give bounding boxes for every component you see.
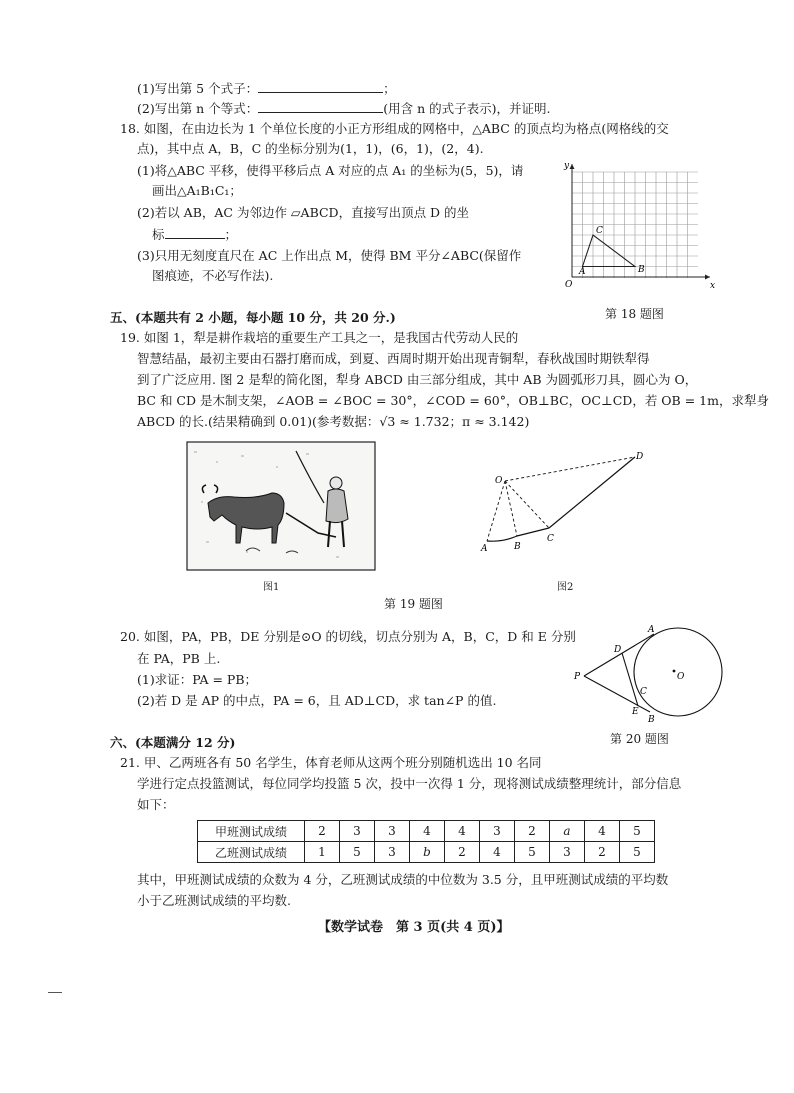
- label-c: C: [640, 687, 647, 697]
- label-b: B: [514, 542, 521, 552]
- table-cell: 5: [620, 842, 655, 863]
- q17-part2-text: (2)写出第 n 个等式：: [137, 101, 259, 116]
- q17-part1-end: ；: [383, 81, 396, 96]
- x-axis-arrow: [705, 275, 710, 280]
- table-cell: 5: [620, 821, 655, 842]
- q18-caption: 第 18 题图: [605, 307, 664, 321]
- label-b: B: [648, 715, 655, 724]
- q18-part2-a: (2)若以 AB，AC 为邻边作 ▱ABCD，直接写出顶点 D 的坐: [137, 205, 470, 220]
- label-x: x: [710, 281, 716, 290]
- q20-part1: (1)求证：PA = PB；: [137, 672, 258, 687]
- q21-line2: 学进行定点投篮测试，每位同学均投篮 5 次，投中一次得 1 分，现将测试成绩整理统计，部分信息: [137, 776, 682, 791]
- q18-grid-figure: [560, 160, 720, 290]
- q18-part3-a: (3)只用无刻度直尺在 AC 上作出点 M，使得 BM 平分∠ABC(保留作: [137, 248, 522, 263]
- q18-line2: 点)，其中点 A，B，C 的坐标分别为(1，1)，(6，1)，(2，4).: [137, 141, 484, 156]
- table-cell: 2: [585, 842, 620, 863]
- label-p: P: [574, 672, 581, 682]
- q19-line1: 19. 如图 1，犁是耕作栽培的重要生产工具之一，是我国古代劳动人民的: [120, 330, 519, 345]
- dashed-radii: [487, 457, 635, 541]
- q21-line1: 21. 甲、乙两班各有 50 名学生，体育老师从这两个班分别随机选出 10 名同: [120, 755, 542, 770]
- q18-part2-b: 标: [152, 227, 165, 242]
- table-cell: 2: [515, 821, 550, 842]
- label-b: B: [638, 265, 645, 275]
- table-cell: 4: [410, 821, 445, 842]
- q19-line4: BC 和 CD 是木制支架，∠AOB = ∠BOC = 30°，∠COD = 60°，OB⊥BC，OC⊥CD，若 OB = 1m，求犁身: [137, 393, 769, 408]
- label-c: C: [547, 534, 554, 544]
- q18-part3-b: 图痕迹，不必写作法).: [152, 268, 274, 283]
- scan-mark: [48, 992, 62, 993]
- q21-score-table: [197, 820, 655, 863]
- table-cell: 3: [550, 842, 585, 863]
- label-a: A: [648, 625, 655, 635]
- label-o: O: [677, 672, 685, 682]
- q18-part2-answer-blank[interactable]: [165, 226, 225, 239]
- label-a: A: [481, 544, 488, 554]
- y-axis-arrow: [570, 164, 575, 169]
- table-cell: 5: [340, 842, 375, 863]
- q18-part2-row: [152, 226, 237, 243]
- center-point: [673, 670, 676, 673]
- q18-line1: 18. 如图，在由边长为 1 个单位长度的小正方形组成的网格中，△ABC 的顶点均为格点(网格线的交: [120, 121, 669, 136]
- label-origin: O: [565, 280, 573, 290]
- table-cell: 1: [305, 842, 340, 863]
- q18-part1-b: 画出△A₁B₁C₁；: [152, 183, 242, 198]
- q19-line5: ABCD 的长.(结果精确到 0.01)(参考数据：√3 ≈ 1.732；π ≈ 3.142): [137, 414, 530, 429]
- q18-part2-c: ；: [224, 227, 238, 242]
- row-header: 甲班测试成绩: [198, 821, 305, 842]
- q18-part1-a: (1)将△ABC 平移，使得平移后点 A 对应的点 A₁ 的坐标为(5，5)，请: [137, 163, 524, 178]
- q20-part2: (2)若 D 是 AP 的中点，PA = 6，且 AD⊥CD，求 tan∠P 的值.: [137, 693, 497, 708]
- page-footer: 【数学试卷 第 3 页(共 4 页)】: [318, 920, 510, 935]
- q19-fig1-plow-illustration: [186, 441, 376, 571]
- q21-line3: 如下：: [137, 797, 175, 812]
- label-d: D: [614, 645, 622, 655]
- triangle-abc: [583, 235, 636, 267]
- table-cell: 2: [445, 842, 480, 863]
- q17-part1-text: (1)写出第 5 个式子：: [137, 81, 259, 96]
- label-y: y: [564, 161, 570, 171]
- q20-line2: 在 PA，PB 上.: [137, 651, 221, 666]
- table-cell: 3: [480, 821, 515, 842]
- q19-fig2-plow-diagram: [475, 445, 655, 555]
- q19-fig1-label: 图1: [263, 582, 280, 593]
- grid-lines: [572, 172, 698, 278]
- q17-part1-row: [137, 80, 396, 97]
- table-cell: 3: [375, 842, 410, 863]
- label-a: A: [579, 267, 586, 277]
- table-cell: 3: [340, 821, 375, 842]
- q19-caption: 第 19 题图: [384, 597, 443, 611]
- q19-fig2-label: 图2: [557, 582, 574, 593]
- q21-after-line2: 小于乙班测试成绩的平均数.: [137, 893, 291, 908]
- table-cell: 2: [305, 821, 340, 842]
- segment-bc: [517, 528, 549, 536]
- q19-line3: 到了广泛应用. 图 2 是犁的简化图，犁身 ABCD 由三部分组成，其中 AB 为圆弧形刀具，圆心为 O，: [137, 372, 698, 387]
- q17-part1-answer-blank[interactable]: [258, 80, 383, 93]
- arc-ab: [487, 536, 517, 541]
- table-row-class-yi: [198, 842, 655, 863]
- label-o: O: [495, 476, 503, 486]
- table-cell: 4: [585, 821, 620, 842]
- q17-part2-answer-blank[interactable]: [258, 100, 383, 113]
- section6-title: 六、(本题满分 12 分): [110, 735, 236, 750]
- label-c: C: [596, 226, 603, 236]
- row-header: 乙班测试成绩: [198, 842, 305, 863]
- section5-title: 五、(本题共有 2 小题，每小题 10 分，共 20 分.): [110, 310, 396, 325]
- table-cell-unknown-b: b: [410, 842, 445, 863]
- table-cell: 4: [480, 842, 515, 863]
- tangent-pa: [584, 634, 654, 676]
- q20-line1: 20. 如图，PA，PB，DE 分别是⊙O 的切线，切点分别为 A，B，C，D 和 E 分别: [120, 629, 576, 644]
- label-d: D: [636, 452, 644, 462]
- q19-line2: 智慧结晶，最初主要由石器打磨而成，到夏、西周时期开始出现青铜犁，春秋战国时期铁犁得: [137, 351, 650, 366]
- table-cell: 5: [515, 842, 550, 863]
- q21-after-line1: 其中，甲班测试成绩的众数为 4 分，乙班测试成绩的中位数为 3.5 分，且甲班测试成绩的平均数: [137, 872, 669, 887]
- table-cell: 3: [375, 821, 410, 842]
- label-e: E: [632, 707, 639, 717]
- q20-circle-tangent-figure: [570, 622, 730, 724]
- q17-part2-end: (用含 n 的式子表示)，并证明.: [383, 101, 551, 116]
- q20-caption: 第 20 题图: [610, 732, 669, 746]
- q17-part2-row: [137, 100, 550, 117]
- table-cell-unknown-a: a: [550, 821, 585, 842]
- table-row-class-jia: [198, 821, 655, 842]
- segment-cd: [549, 457, 635, 528]
- table-cell: 4: [445, 821, 480, 842]
